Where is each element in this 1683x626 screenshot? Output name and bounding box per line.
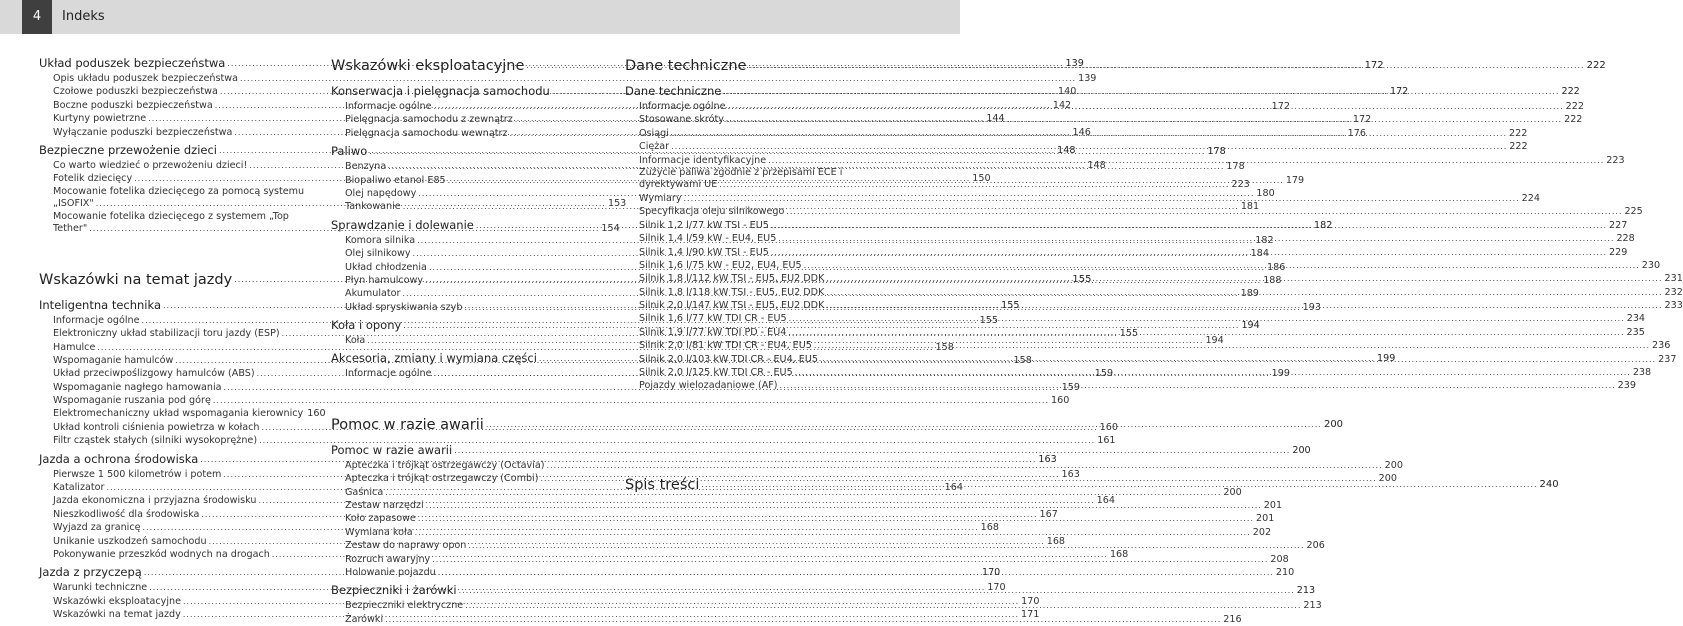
entry-title: Wyłączanie poduszki bezpieczeństwa	[53, 126, 233, 138]
entry-title: Apteczka i trójkąt ostrzegawczy (Combi)	[345, 473, 539, 485]
entry-page: 200	[1223, 486, 1242, 498]
entry-title: Pomoc w razie awarii	[331, 442, 453, 457]
entry-page: 200	[1378, 473, 1397, 485]
entry-title: Akcesoria, zmiany i wymiana części	[331, 351, 537, 366]
entry-title: Boczne poduszki bezpieczeństwa	[53, 99, 213, 111]
entry-title: Informacje ogólne	[345, 368, 432, 380]
entry-page: 155	[979, 314, 998, 326]
entry-title: Konserwacja i pielęgnacja samochodu	[331, 84, 550, 98]
entry-page: 158	[935, 341, 954, 353]
dot-leader	[684, 192, 1520, 205]
dot-leader	[826, 299, 1662, 312]
dot-leader	[795, 366, 1631, 379]
dot-leader	[719, 179, 1229, 192]
entry-page: 199	[1377, 353, 1396, 365]
entry-page: 176	[1347, 127, 1366, 139]
entry-page: 148	[1087, 159, 1106, 171]
entry-page: 182	[1314, 219, 1333, 231]
entry-title: Zużycie paliwa zgodnie z przepisami ECE i	[639, 166, 843, 178]
entry-page: 148	[1057, 144, 1076, 156]
entry-page: 228	[1616, 233, 1635, 245]
entry-page: 144	[986, 113, 1005, 125]
entry-page: 235	[1626, 326, 1645, 338]
entry-title: Ciężar	[639, 141, 670, 153]
dot-leader	[438, 566, 1274, 579]
dot-leader	[468, 539, 1304, 552]
entry-page: 155	[1001, 299, 1020, 311]
entry-page: 222	[1586, 60, 1606, 71]
entry-page: 170	[1021, 595, 1040, 607]
entry-title: Silnik 2,0 l/81 kW TDI CR - EU4, EU5	[639, 340, 812, 352]
entry-page: 236	[1652, 340, 1671, 352]
entry-page: 158	[1013, 354, 1032, 366]
index-entry[interactable]	[39, 72, 1097, 85]
dot-leader	[814, 339, 1650, 352]
entry-title: Apteczka i trójkąt ostrzegawczy (Octavia)	[345, 459, 545, 471]
entry-title: Koła	[345, 335, 366, 347]
dot-leader	[786, 205, 1622, 218]
entry-title: Katalizator	[53, 482, 105, 494]
dot-leader	[748, 50, 1584, 80]
entry-page: 208	[1270, 553, 1289, 565]
dot-leader	[418, 512, 1254, 525]
entry-title: Silnik 1,8 l/118 kW TSI - EU5, EU2 DDK	[639, 286, 825, 298]
entry-title: Bezpieczniki i żarówki	[331, 583, 457, 598]
entry-title: Wyjazd za granicę	[53, 522, 141, 534]
entry-title: Akumulator	[345, 288, 401, 300]
entry-page: 223	[1231, 179, 1250, 191]
entry-title: Informacje identyfikacyjne	[639, 154, 767, 166]
entry-title: Dane techniczne	[625, 58, 747, 74]
entry-page: 159	[1061, 381, 1080, 393]
entry-page: 172	[1271, 100, 1290, 112]
entry-page: 167	[1039, 508, 1058, 520]
dot-leader	[788, 326, 1624, 339]
dot-leader	[771, 246, 1607, 259]
entry-title: Silnik 1,2 l/77 kW TSI - EU5	[639, 219, 769, 231]
entry-page: 188	[1263, 274, 1282, 286]
entry-title: Wspomaganie ruszania pod górę	[53, 395, 211, 407]
entry-page: 153	[607, 198, 627, 210]
dot-leader	[804, 259, 1640, 272]
entry-title: Co warto wiedzieć o przewożeniu dzieci!	[53, 159, 248, 171]
entry-title: Koło zapasowe	[345, 513, 416, 525]
entry-title: Układ poduszek bezpieczeństwa	[39, 56, 226, 70]
entry-title: Silnik 1,4 l/59 kW - EU4, EU5	[639, 233, 777, 245]
entry-page: 201	[1255, 513, 1275, 525]
entry-title: Układ kontroli ciśnienia powietrza w kołach	[53, 421, 260, 433]
entry-title: Rozruch awaryjny	[345, 553, 431, 565]
dot-leader	[728, 100, 1564, 113]
entry-title: Płyn hamulcowy	[345, 274, 424, 286]
entry-title: Pojazdy wielozadaniowe (AF)	[639, 380, 778, 392]
entry-title: Mocowanie fotelika dziecięcego za pomocą systemu	[53, 185, 305, 197]
entry-page: 194	[1241, 320, 1260, 332]
entry-title: Informacje ogólne	[639, 100, 726, 112]
entry-page: 155	[1119, 328, 1139, 340]
entry-page: 155	[1072, 273, 1092, 285]
entry-page: 164	[944, 482, 963, 494]
entry-page: 172	[1352, 114, 1372, 126]
entry-title: Silnik 2,0 l/147 kW TSI - EU5, EU2 DDK	[639, 300, 825, 312]
entry-page: 178	[1207, 146, 1226, 158]
dot-leader	[723, 82, 1559, 100]
entry-title: Bezpieczniki elektryczne	[345, 600, 464, 612]
entry-title: Pokonywanie przeszkód wodnych na drogach	[53, 548, 270, 560]
entry-page: 172	[1364, 60, 1384, 71]
entry-page: 182	[1255, 234, 1274, 246]
entry-page: 146	[1072, 126, 1091, 138]
entry-page: 216	[1223, 613, 1242, 625]
entry-title: Informacje ogólne	[345, 100, 432, 112]
entry-page: 179	[1285, 174, 1305, 186]
entry-title: Biopaliwo etanol E85	[345, 174, 446, 186]
entry-page: 224	[1521, 192, 1540, 204]
entry-page: 213	[1296, 585, 1316, 597]
entry-page: 139	[1078, 72, 1097, 84]
entry-title: Silnik 1,6 l/75 kW - EU2, EU4, EU5	[639, 259, 802, 271]
dot-leader	[820, 353, 1656, 366]
entry-title: Wymiana koła	[345, 526, 413, 538]
index-entry[interactable]	[39, 434, 1116, 447]
entry-page: 193	[1302, 301, 1321, 313]
dot-leader	[426, 499, 1262, 512]
entry-page: 240	[1539, 478, 1559, 490]
dot-leader	[701, 469, 1537, 499]
dot-leader	[771, 219, 1607, 232]
entry-page: 201	[1263, 500, 1283, 512]
entry-page: 210	[1275, 566, 1295, 578]
entry-page: 200	[1384, 459, 1403, 471]
entry-page: 232	[1664, 286, 1683, 298]
entry-page: 154	[601, 223, 620, 235]
entry-title: Hamulce	[53, 341, 96, 353]
entry-page: 206	[1306, 540, 1325, 552]
dot-leader	[432, 553, 1268, 566]
entry-page: 163	[1038, 453, 1057, 465]
entry-page: 172	[1389, 86, 1409, 97]
entry-title: Dane techniczne	[625, 84, 722, 98]
entry-page: 231	[1664, 273, 1683, 285]
entry-title: Informacje ogólne	[53, 314, 140, 326]
entry-title: Silnik 1,4 l/90 kW TSI - EU5	[639, 246, 769, 258]
entry-page: 222	[1561, 86, 1580, 97]
index-entry[interactable]	[39, 407, 326, 420]
dot-leader	[780, 379, 1616, 392]
entry-title: Holowanie pojazdu	[345, 566, 436, 578]
entry-title: Olej silnikowy	[345, 248, 411, 260]
entry-page: 200	[1323, 418, 1344, 430]
dot-leader	[789, 312, 1625, 325]
entry-title-continued: Tether"	[53, 223, 88, 235]
entry-title: Silnik 2,0 l/103 kW TDI CR - EU4, EU5	[639, 353, 818, 365]
entry-title: Pielęgnacja samochodu wewnątrz	[345, 127, 508, 139]
dot-leader	[768, 154, 1604, 167]
page-number: 4	[22, 0, 52, 34]
entry-page: 168	[1109, 548, 1129, 560]
entry-title: Mocowanie fotelika dziecięcego z systemem „Top	[53, 210, 289, 222]
entry-title: Żarówki	[345, 613, 384, 625]
entry-title: Układ chłodzenia	[345, 261, 427, 273]
entry-page: 171	[1020, 609, 1040, 621]
entry-title: Pielęgnacja samochodu z zewnątrz	[345, 114, 513, 126]
entry-title: Tankowanie	[345, 201, 401, 213]
dot-leader	[826, 286, 1662, 299]
entry-page: 168	[1046, 535, 1066, 547]
entry-page: 164	[1096, 495, 1115, 507]
entry-page: 189	[1240, 288, 1259, 300]
entry-page: 163	[1061, 468, 1080, 480]
entry-title: Nieszkodliwość dla środowiska	[53, 508, 200, 520]
dot-leader	[671, 140, 1507, 153]
entry-page: 142	[1052, 99, 1072, 111]
entry-title: Specyfikacja oleju silnikowego	[639, 206, 785, 218]
entry-page: 202	[1252, 526, 1272, 538]
entry-title: Warunki techniczne	[53, 582, 148, 594]
entry-page: 186	[1267, 261, 1286, 273]
entry-page: 180	[1256, 187, 1275, 199]
entry-title: Benzyna	[345, 161, 387, 173]
dot-leader	[826, 272, 1662, 285]
entry-title: Silnik 1,6 l/77 kW TDI CR - EU5	[639, 313, 787, 325]
entry-page: 229	[1609, 246, 1628, 258]
entry-page: 213	[1303, 600, 1322, 612]
entry-title: Sprawdzanie i dolewanie	[331, 217, 474, 232]
entry-title: Wskazówki na temat jazdy	[39, 271, 233, 288]
entry-page: 160	[1099, 421, 1118, 433]
entry-title: Jazda a ochrona środowiska	[39, 451, 199, 466]
entry-title: Wspomaganie nagłego hamowania	[53, 381, 222, 393]
entry-title-continued: „ISOFIX"	[53, 198, 94, 210]
entry-title: Paliwo	[331, 144, 368, 159]
entry-page: 222	[1564, 114, 1583, 126]
dot-leader	[778, 232, 1614, 245]
entry-title: Zestaw narzędzi	[345, 500, 424, 512]
entry-title: Czołowe poduszki bezpieczeństwa	[53, 86, 218, 98]
entry-title: Wskazówki eksploatacyjne	[331, 58, 525, 74]
entry-title: Jazda ekonomiczna i przyjazna środowisku	[53, 495, 257, 507]
entry-title: Koła i opony	[331, 318, 402, 333]
entry-title: Silnik 2,0 l/125 kW TDI CR - EU5	[639, 367, 793, 379]
entry-page: 200	[1292, 444, 1311, 456]
entry-page: 239	[1617, 380, 1636, 392]
entry-title: Stosowane skróty	[639, 114, 724, 126]
entry-title: Elektroniczny układ stabilizacji toru jazdy (ESP)	[53, 328, 280, 340]
dot-leader	[465, 599, 1301, 612]
dot-leader	[671, 127, 1507, 140]
entry-page: 233	[1664, 300, 1683, 312]
page-header	[0, 0, 960, 34]
entry-title: Wspomaganie hamulców	[53, 354, 174, 366]
section-title: Indeks	[62, 9, 105, 24]
entry-title: Silnik 1,9 l/77 kW TDI PD - EU4	[639, 326, 787, 338]
entry-page: 178	[1226, 161, 1245, 173]
entry-page: 222	[1509, 141, 1528, 153]
entry-page: 234	[1626, 313, 1646, 325]
entry-page: 225	[1624, 206, 1643, 218]
entry-title: Wymiary	[639, 192, 682, 204]
entry-title: Układ spryskiwania szyb	[345, 301, 463, 313]
entry-title: Komora silnika	[345, 234, 416, 246]
entry-page: 222	[1565, 100, 1584, 112]
entry-page: 168	[980, 522, 999, 534]
entry-page: 227	[1609, 219, 1628, 231]
entry-page: 170	[987, 582, 1006, 594]
entry-page: 230	[1641, 259, 1661, 271]
entry-title: Fotelik dziecięcy	[53, 173, 133, 185]
entry-page: 184	[1250, 248, 1269, 260]
dot-leader	[459, 581, 1295, 599]
entry-title: Spis treści	[625, 476, 700, 493]
entry-title: Pomoc w razie awarii	[331, 416, 484, 433]
entry-page: 181	[1240, 201, 1260, 213]
entry-page: 160	[307, 408, 326, 420]
entry-title: Inteligentna technika	[39, 297, 162, 312]
entry-page: 139	[1065, 58, 1084, 69]
entry-page: 159	[1094, 368, 1114, 380]
entry-title: Osiągi	[639, 127, 669, 139]
index-entry[interactable]	[39, 394, 1070, 407]
entry-title-continued: dyrektywami UE	[639, 179, 718, 191]
entry-page: 223	[1606, 154, 1625, 166]
entry-page: 170	[981, 567, 1001, 579]
entry-title: Opis układu poduszek bezpieczeństwa	[53, 72, 238, 84]
entry-title: Pierwsze 1 500 kilometrów i potem	[53, 468, 222, 480]
entry-title: Elektromechaniczny układ wspomagania kierownicy	[53, 408, 304, 420]
entry-title: Filtr cząstek stałych (silniki wysokoprężne)	[53, 435, 258, 447]
dot-leader	[415, 526, 1251, 539]
entry-page: 199	[1271, 368, 1290, 380]
entry-page: 238	[1632, 367, 1652, 379]
entry-title: Gaśnica	[345, 486, 384, 498]
entry-page: 222	[1509, 127, 1528, 139]
dot-leader	[726, 113, 1562, 126]
entry-title: Unikanie uszkodzeń samochodu	[53, 535, 207, 547]
entry-title: Wskazówki eksploatacyjne	[53, 595, 181, 607]
entry-title: Układ przeciwpoślizgowy hamulców (ABS)	[53, 368, 255, 380]
dot-leader	[385, 613, 1221, 626]
entry-title: Silnik 1,8 l/112 kW TSI - EU5, EU2 DDK	[639, 273, 825, 285]
entry-page: 150	[972, 173, 991, 185]
entry-page: 140	[1058, 86, 1077, 98]
entry-page: 161	[1097, 435, 1116, 447]
entry-title: Kurtyny powietrzne	[53, 113, 147, 125]
entry-title: Jazda z przyczepą	[39, 565, 142, 580]
entry-title: Olej napędowy	[345, 187, 417, 199]
entry-title: Wskazówki na temat jazdy	[53, 609, 181, 621]
entry-page: 237	[1658, 353, 1677, 365]
entry-title: Bezpieczne przewożenie dzieci	[39, 142, 217, 157]
entry-page: 160	[1051, 395, 1070, 407]
entry-page: 194	[1205, 335, 1224, 347]
entry-title: Zestaw do naprawy opon	[345, 540, 467, 552]
